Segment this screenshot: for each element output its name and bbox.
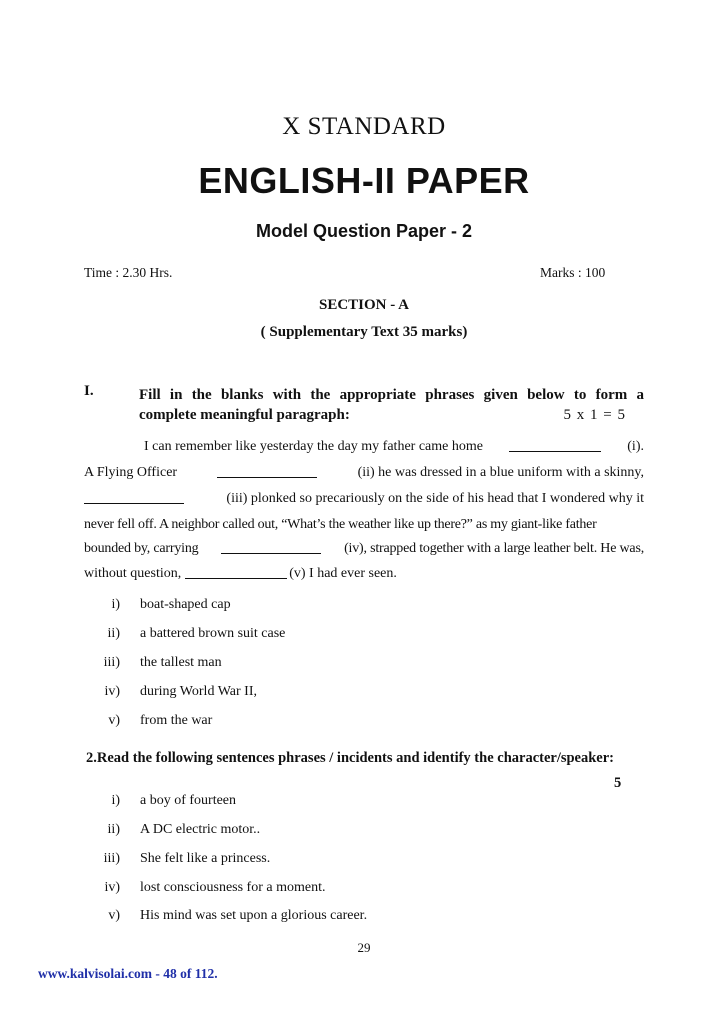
blank-ii (217, 465, 317, 478)
item-text: His mind was set upon a glorious career. (140, 908, 368, 923)
time-label: Time : 2.30 Hrs. (84, 265, 173, 280)
page-number: 29 (357, 940, 371, 955)
item-number: ii) (107, 822, 120, 837)
option-number: i) (111, 597, 120, 612)
question-1-instruction-text: complete meaningful paragraph: (139, 407, 350, 423)
marks-label: Marks : 100 (540, 265, 606, 280)
paragraph-line-3 (84, 491, 644, 507)
item-number: v) (108, 908, 120, 923)
paragraph-text: (iv), strapped together with a large leather belt. He was, (344, 541, 644, 556)
question-1-number: I. (84, 383, 94, 399)
option-text: from the war (140, 713, 213, 728)
blank-v (185, 566, 287, 579)
section-title: SECTION - A (318, 297, 410, 313)
model-paper-subtitle: Model Question Paper - 2 (255, 221, 473, 241)
option-number: v) (108, 713, 120, 728)
standard-heading: X STANDARD (282, 113, 446, 140)
option-text: the tallest man (140, 655, 222, 670)
paragraph-text: without question, (84, 566, 182, 581)
paragraph-text: I can remember like yesterday the day my father came home (144, 439, 483, 454)
footer-link[interactable]: www.kalvisolai.com - 48 of 112. (38, 966, 218, 981)
paragraph-text: (iii) plonked so precariously on the side of his head that I wondered why it (226, 491, 644, 506)
paragraph-text: never fell off. A neighbor called out, “What’s the weather like up there?” as my giant-like father (84, 517, 597, 532)
item-text: A DC electric motor.. (140, 822, 261, 837)
paragraph-text: (i). (627, 439, 644, 454)
paragraph-text: A Flying Officer (84, 465, 178, 480)
blank-iii (84, 491, 184, 504)
paragraph-line-4 (84, 517, 644, 533)
paragraph-line-6 (84, 566, 644, 582)
paper-title: ENGLISH-II PAPER (198, 160, 530, 201)
item-number: iv) (104, 880, 120, 895)
question-2-instruction: 2.Read the following sentences phrases / incidents and identify the character/speaker: (86, 750, 615, 766)
paragraph-text: bounded by, carrying (84, 541, 199, 556)
item-text: a boy of fourteen (140, 793, 237, 808)
question-1-instruction-line1: Fill in the blanks with the appropriate phrases given below to form a (139, 387, 644, 403)
paragraph-line-1 (144, 439, 644, 455)
option-number: iv) (104, 684, 120, 699)
section-subtitle: ( Supplementary Text 35 marks) (260, 324, 468, 340)
item-text: She felt like a princess. (140, 851, 271, 866)
paragraph-text: (v) I had ever seen. (289, 566, 397, 581)
paragraph-line-5 (84, 541, 644, 557)
item-text: lost consciousness for a moment. (140, 880, 326, 895)
option-number: ii) (107, 626, 120, 641)
paragraph-line-2 (84, 465, 644, 481)
option-text: during World War II, (140, 684, 257, 699)
item-number: iii) (103, 851, 120, 866)
item-number: i) (111, 793, 120, 808)
question-1-instruction-line2 (139, 407, 626, 424)
option-text: boat-shaped cap (140, 597, 231, 612)
option-number: iii) (103, 655, 120, 670)
blank-iv (221, 541, 321, 554)
option-text: a battered brown suit case (140, 626, 286, 641)
paragraph-text: (ii) he was dressed in a blue uniform with a skinny, (357, 465, 644, 480)
blank-i (509, 439, 601, 452)
question-2-marks: 5 (614, 775, 622, 791)
question-1-marks: 5 x 1 = 5 (563, 407, 626, 423)
